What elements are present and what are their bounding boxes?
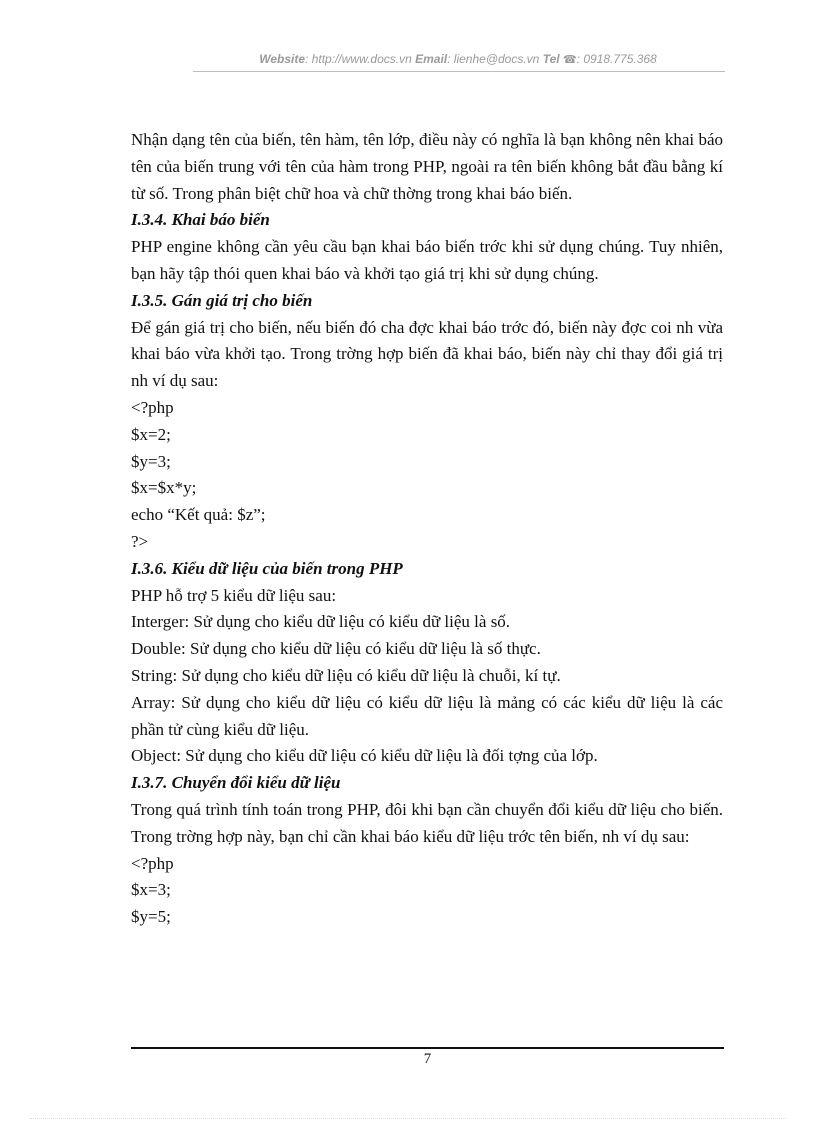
- tel-value: : 0918.775.368: [576, 52, 657, 66]
- heading-chuyen-doi: I.3.7. Chuyển đổi kiểu dữ liệu: [131, 773, 341, 793]
- phone-icon: ☎: [562, 54, 577, 66]
- website-value: : http://www.docs.vn: [305, 52, 412, 66]
- paragraph-data-types-intro: PHP hỗ trợ 5 kiểu dữ liệu sau:: [131, 585, 337, 605]
- page-content: [131, 127, 723, 931]
- page-header: [193, 52, 723, 66]
- paragraph-assign-values: Để gán giá trị cho biến, nếu biến đó cha đợc khai báo trớc đó, biến này đợc coi nh vừa khai báo vừa khởi tạo. Trong trờng hợp biến đã khai báo, biến này chỉ thay đổi giá trị nh ví dụ sau:: [131, 317, 723, 391]
- heading-kieu-du-lieu: I.3.6. Kiểu dữ liệu của biến trong PHP: [131, 558, 403, 578]
- code-line: $x=$x*y;: [131, 478, 197, 498]
- paragraph-type-conversion: Trong quá trình tính toán trong PHP, đôi khi bạn cần chuyển đổi kiểu dữ liệu cho biến. Trong trờng hợp này, bạn chỉ cần khai báo kiểu dữ liệu trớc tên biến, nh ví dụ sau:: [131, 799, 723, 846]
- code-line: ?>: [131, 531, 149, 551]
- data-type-item: Interger: Sử dụng cho kiểu dữ liệu có kiểu dữ liệu là số.: [131, 612, 511, 632]
- data-type-item: Array: Sử dụng cho kiểu dữ liệu có kiểu dữ liệu là mảng có các kiểu dữ liệu là các phần tử cùng kiểu dữ liệu.: [131, 692, 723, 739]
- code-block-1: [131, 395, 723, 556]
- code-line: <?php: [131, 853, 174, 873]
- code-line: $x=2;: [131, 424, 171, 444]
- tel-label: Tel: [542, 52, 560, 66]
- page-number: 7: [423, 1051, 432, 1067]
- email-value: : lienhe@docs.vn: [447, 52, 540, 66]
- code-block-2: [131, 851, 723, 931]
- data-type-item: Double: Sử dụng cho kiểu dữ liệu có kiểu dữ liệu là số thực.: [131, 639, 541, 659]
- data-type-item: String: Sử dụng cho kiểu dữ liệu có kiểu dữ liệu là chuỗi, kí tự.: [131, 665, 561, 685]
- paragraph-declare-variables: PHP engine không cần yêu cầu bạn khai báo biến trớc khi sử dụng chúng. Tuy nhiên, bạn hãy tập thói quen khai báo và khởi tạo giá trị khi sử dụng chúng.: [131, 237, 723, 283]
- code-line: $y=5;: [131, 907, 171, 927]
- data-type-item: Object: Sử dụng cho kiểu dữ liệu có kiểu dữ liệu là đối tợng của lớp.: [131, 746, 598, 766]
- code-line: $x=3;: [131, 880, 171, 900]
- page-bottom-dotted-border: [30, 1118, 786, 1119]
- data-types-list: [131, 609, 723, 770]
- code-line: echo “Kết quả: $z”;: [131, 505, 266, 525]
- heading-khai-bao-bien: I.3.4. Khai báo biến: [131, 210, 270, 230]
- code-line: <?php: [131, 397, 174, 417]
- code-line: $y=3;: [131, 451, 171, 471]
- footer-divider: [131, 1047, 724, 1049]
- header-divider: [193, 71, 725, 72]
- paragraph-identifiers: Nhận dạng tên của biến, tên hàm, tên lớp, điều này có nghĩa là bạn không nên khai báo tên của biến trung với tên của hàm trong PHP, ngoài ra tên biến không bắt đầu bằng kí từ số. Trong phân biệt chữ hoa và chữ thờng trong khai báo biến.: [131, 130, 723, 203]
- email-label: Email: [415, 52, 448, 66]
- website-label: Website: [259, 52, 306, 66]
- heading-gan-gia-tri: I.3.5. Gán giá trị cho biến: [131, 290, 313, 310]
